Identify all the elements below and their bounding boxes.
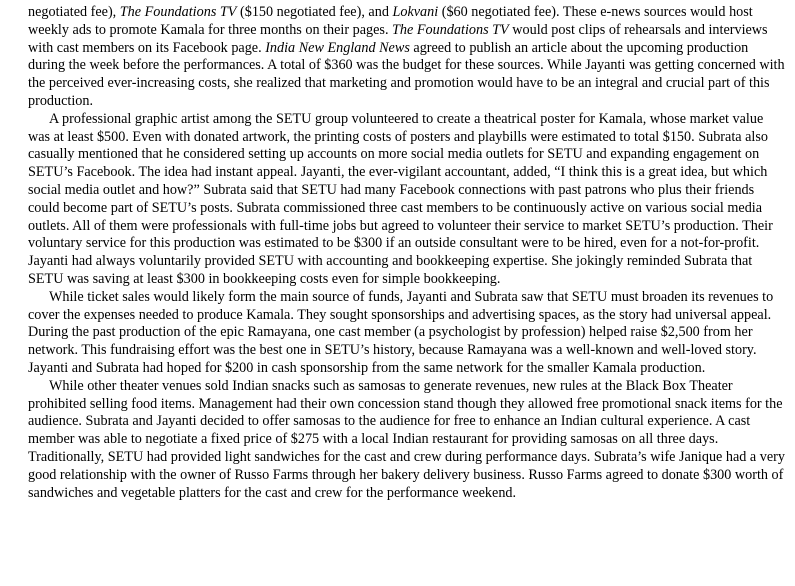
publication-name: The Foundations TV [392,21,509,38]
text-segment: While ticket sales would likely form the main source of funds, Jayanti and Subrata saw that SETU must broaden its revenues to cover the expenses needed to produce Kamala. They sought sponsorships and advertising spaces, as the story had universal appeal. During the past production of the epic Ramayana, one cast member (a psychologist by profession) helped raise $2,500 from her network. This fundraising effort was the best one in SETU’s history, because Ramayana was a well-known and well-loved story. Jayanti and Subrata had hoped for $200 in cash sponsorship from the same network for the smaller Kamala production. [28,288,774,376]
publication-name: The Foundations TV [119,4,237,20]
text-segment: ($150 negotiated fee), and [236,4,393,20]
paragraph-1 [28,4,788,111]
text-segment: would post clips of rehearsals and interviews with cast members on its Facebook page. [28,21,768,56]
text-segment: agreed to publish an article about the upcoming production during the week before the performances. A total of $360 was the budget for these sources. While Jayanti was getting concerned with the perceived ever-increasing costs, she realized that marketing and promotion would have to be an integral and crucial part of this production. [28,39,785,109]
publication-name: Lokvani [392,4,439,20]
text-segment: negotiated fee), [28,4,120,20]
text-segment: A professional graphic artist among the SETU group volunteered to create a theatrical poster for Kamala, whose market value was at least $500. Even with donated artwork, the printing costs of posters and playbills were estimated to total $150. Subrata also casually mentioned that he considered setting up accounts on more social media outlets for SETU and expanding engagement on SETU’s Facebook. The idea had instant appeal. Jayanti, the ever-vigilant accountant, added, “I think this is a great idea, but which social media outlet and how?” Subrata said that SETU had many Facebook connections with past patrons who plus their friends could become part of SETU’s posts. Subrata commissioned three cast members to be continuously active on various social media outlets. All of them were professionals with full-time jobs but agreed to volunteer their service to market SETU’s production. Their voluntary service for this production was estimated to be $300 if an outside consultant were to be hired, even for a not-for-profit. Jayanti had always voluntarily provided SETU with accounting and bookkeeping expertise. She jokingly reminded Subrata that SETU was saving at least $300 in bookkeeping costs even for simple bookkeeping. [28,110,773,287]
document-page [28,4,788,502]
text-segment: While other theater venues sold Indian snacks such as samosas to generate revenues, new rules at the Black Box Theater prohibited selling food items. Management had their own concession stand though they allowed free promotional snack items for the audience. Subrata and Jayanti decided to offer samosas to the audience for free to enhance an Indian cultural experience. A cast member was able to negotiate a fixed price of $275 with a local Indian restaurant for providing samosas on all three days. Traditionally, SETU had provided light sandwiches for the cast and crew during performance days. Subrata’s wife Janique had a very good relationship with the owner of Russo Farms through her bakery delivery business. Russo Farms agreed to donate $300 worth of sandwiches and vegetable platters for the cast and crew for the performance weekend. [28,377,785,501]
paragraph-4 [28,378,788,503]
paragraph-2 [28,111,788,289]
paragraph-3 [28,289,788,378]
text-segment: ($60 negotiated fee). These e-news sources would host weekly ads to promote Kamala for three months on their pages. [28,4,753,38]
publication-name: India New England News [265,39,410,56]
